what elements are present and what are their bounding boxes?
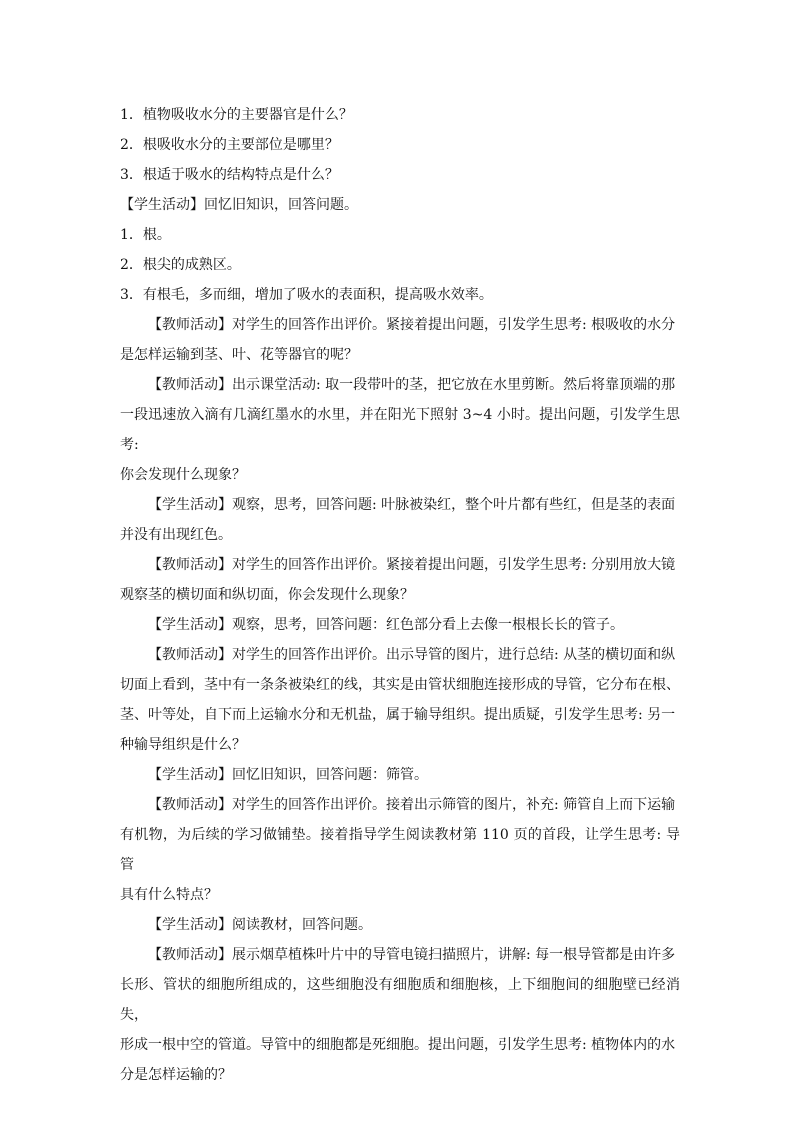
answer-3: 3．有根毛，多而细，增加了吸水的表面积，提高吸水效率。 <box>120 287 493 303</box>
paragraph-teacher-sieve-tube: 【教师活动】对学生的回答作出评价。接着出示筛管的图片，补充: 筛管自上而下运输 有机物，为后续的学习做铺垫。接着指导学生阅读教材第 110 页的首段，让学生思考: 导管 具有什么特点？ <box>120 797 680 903</box>
paragraph-teacher-evaluate-1: 【教师活动】对学生的回答作出评价。紧接着提出问题，引发学生思考: 根吸收的水分 是怎样运输到茎、叶、花等器官的呢？ <box>120 317 676 363</box>
paragraph-student-observe-1: 【学生活动】观察，思考，回答问题: 叶脉被染红，整个叶片都有些红，但是茎的表面 并没有出现红色。 <box>120 497 676 543</box>
paragraph-student-observe-2: 【学生活动】观察，思考，回答问题：红色部分看上去像一根根长长的管子。 <box>148 617 624 633</box>
question-3: 3．根适于吸水的结构特点是什么？ <box>120 167 339 183</box>
paragraph-teacher-electron-micrograph: 【教师活动】展示烟草植株叶片中的导管电镜扫描照片，讲解: 每一根导管都是由许多 长形、管状的细胞所组成的，这些细胞没有细胞质和细胞核，上下细胞间的细胞壁已经消失， 形成一根中空的管道。导管中的细胞都是死细胞。提出问题，引发学生思考: 植物体内的水 分是怎样运输的？ <box>120 947 680 1083</box>
answer-2: 2．根尖的成熟区。 <box>120 257 241 273</box>
student-activity-recall: 【学生活动】回忆旧知识，回答问题。 <box>120 197 358 213</box>
paragraph-teacher-vessel-summary: 【教师活动】对学生的回答作出评价。出示导管的图片，进行总结: 从茎的横切面和纵 切面上看到，茎中有一条条被染红的线，其实是由管状细胞连接形成的导管，它分布在根、 茎、叶等处，自下而上运输水分和无机盐，属于输导组织。提出质疑，引发学生思考: 另一 种输导组织是什么？ <box>120 647 680 753</box>
question-1: 1．植物吸收水分的主要器官是什么？ <box>120 107 353 123</box>
paragraph-teacher-evaluate-2: 【教师活动】对学生的回答作出评价。紧接着提出问题，引发学生思考: 分别用放大镜 观察茎的横切面和纵切面，你会发现什么现象？ <box>120 557 676 603</box>
answer-1: 1．根。 <box>120 227 171 243</box>
paragraph-teacher-classroom-activity: 【教师活动】出示课堂活动: 取一段带叶的茎，把它放在水里剪断。然后将靠顶端的那 一段迅速放入滴有几滴红墨水的水里，并在阳光下照射 3~4 小时。提出问题，引发学生思考: 你会发现什么现象？ <box>120 377 680 483</box>
question-2: 2．根吸收水分的主要部位是哪里？ <box>120 137 339 153</box>
paragraph-student-read: 【学生活动】阅读教材，回答问题。 <box>148 917 372 933</box>
document-page <box>120 100 680 1090</box>
paragraph-student-recall-sieve: 【学生活动】回忆旧知识，回答问题：筛管。 <box>148 767 428 783</box>
